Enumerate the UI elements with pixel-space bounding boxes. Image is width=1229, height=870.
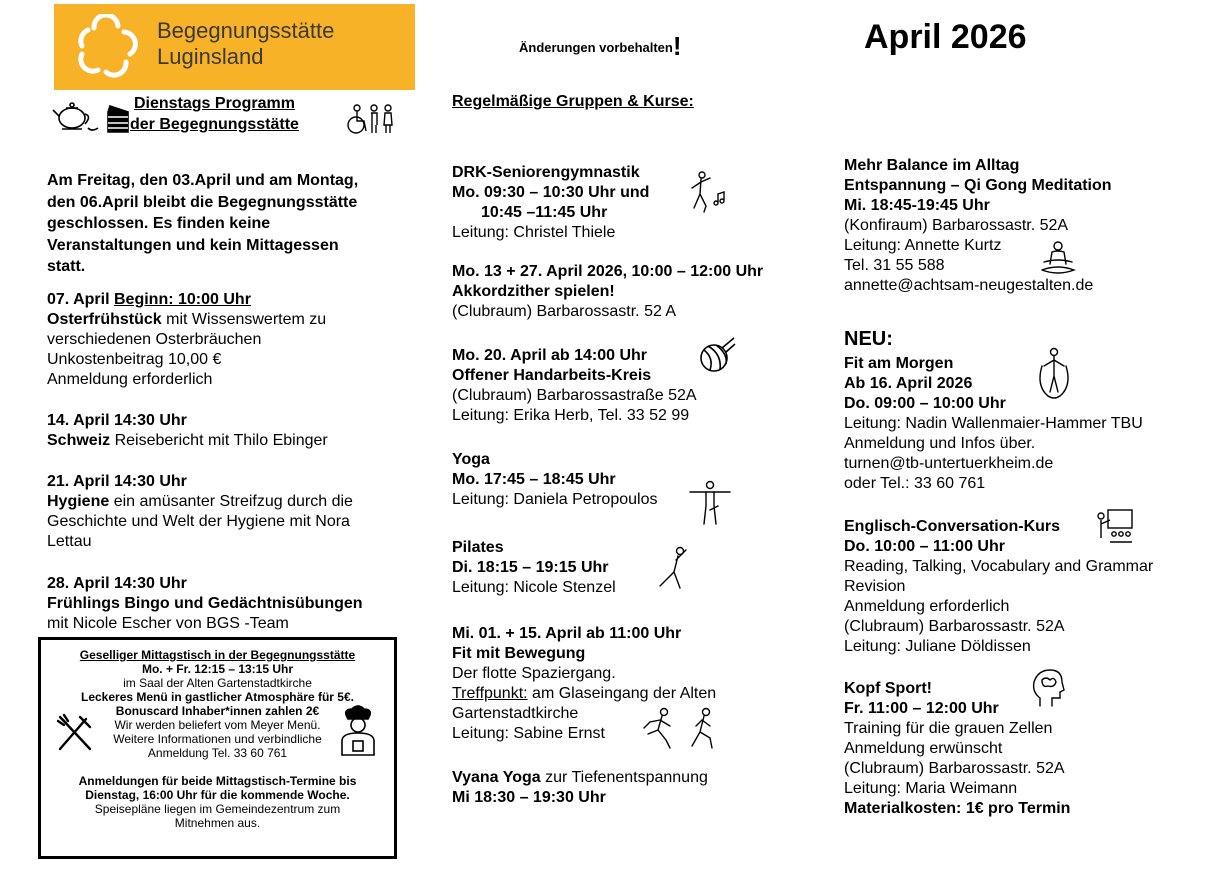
course-leader: Leitung: Nicole Stenzel — [452, 579, 616, 596]
event-desc: Reisebericht mit Thilo Ebinger — [110, 432, 328, 449]
event-title: Schweiz — [47, 432, 111, 449]
course-time: Mo. 20. April ab 14:00 Uhr — [452, 347, 648, 364]
closure-line: Am Freitag, den 03.April und am Montag, — [47, 172, 359, 189]
course-place: (Clubraum) Barbarossastraße 52A — [452, 387, 697, 404]
course-title: Mehr Balance im Alltag — [844, 157, 1020, 174]
event-desc: mit Nicole Escher von BGS -Team — [47, 615, 289, 632]
teapot-cake-icon — [52, 98, 130, 136]
course-title: Kopf Sport! — [844, 680, 932, 697]
course-title: DRK-Seniorengymnastik — [452, 164, 640, 181]
event-date: 21. April 14:30 Uhr — [47, 473, 187, 490]
course-time: Do. 10:00 – 11:00 Uhr — [844, 538, 1005, 555]
course-leader: Leitung: Annette Kurtz — [844, 237, 1002, 254]
course-start: Ab 16. April 2026 — [844, 375, 973, 392]
logo-line-1: Begegnungsstätte — [157, 18, 335, 43]
course-email[interactable]: annette@achtsam-neugestalten.de — [844, 277, 1094, 294]
course-place: (Clubraum) Barbarossastr. 52A — [844, 618, 1065, 635]
course-phone: Tel. 31 55 588 — [844, 257, 945, 274]
lunch-info: Weitere Informationen und verbindliche — [113, 732, 322, 746]
left-heading — [130, 93, 299, 135]
event-date: 14. April 14:30 Uhr — [47, 412, 187, 429]
course-leader: Leitung: Nadin Wallenmaier-Hammer TBU — [844, 415, 1143, 432]
event-hygiene — [47, 472, 427, 552]
lunch-menu: Leckeres Menü in gastlicher Atmosphäre für 5€. — [81, 690, 354, 704]
runners-icon — [640, 706, 722, 750]
changes-note — [519, 31, 682, 62]
event-bingo — [47, 574, 427, 634]
logo-text — [157, 18, 334, 70]
course-desc: Training für die grauen Zellen — [844, 720, 1053, 737]
course-time: Di. 18:15 – 19:15 Uhr — [452, 559, 609, 576]
changes-note-mark: ! — [672, 31, 682, 61]
event-date: 07. April — [47, 291, 110, 308]
event-schweiz — [47, 411, 427, 451]
event-title: Hygiene — [47, 493, 110, 510]
course-title: Yoga — [452, 451, 490, 468]
course-yoga — [452, 450, 832, 510]
event-date: 28. April 14:30 Uhr — [47, 575, 187, 592]
course-phone: oder Tel.: 33 60 761 — [844, 475, 986, 492]
new-label: NEU: — [844, 328, 893, 350]
course-leader: Leitung: Erika Herb, Tel. 33 52 99 — [452, 407, 690, 424]
seniors-wheelchair-icon — [344, 103, 396, 135]
course-time: Mi. 01. + 15. April ab 11:00 Uhr — [452, 625, 682, 642]
changes-note-text: Änderungen vorbehalten — [519, 40, 673, 55]
chef-icon — [338, 705, 378, 757]
event-osterfruehstueck — [47, 290, 427, 390]
course-time: 10:45 –11:45 Uhr — [481, 204, 608, 221]
jump-rope-icon — [1032, 346, 1076, 400]
flower-logo-icon — [72, 14, 142, 80]
lunch-time: Mo. + Fr. 12:15 – 13:15 Uhr — [141, 662, 294, 676]
event-desc: ein amüsanter Streifzug durch die — [109, 493, 353, 510]
course-leader: Leitung: Maria Weimann — [844, 780, 1018, 797]
course-time: Do. 09:00 – 10:00 Uhr — [844, 395, 1006, 412]
course-time: Mi. 18:45-19:45 Uhr — [844, 197, 990, 214]
closure-notice — [47, 170, 427, 278]
event-cost: Unkostenbeitrag 10,00 € — [47, 351, 222, 368]
course-info: Anmeldung und Infos über. — [844, 435, 1036, 452]
course-desc: Reading, Talking, Vocabulary and Grammar — [844, 558, 1154, 575]
course-subtitle: Entspannung – Qi Gong Meditation — [844, 177, 1112, 194]
yoga-pose-icon — [688, 480, 732, 526]
lunch-box — [38, 637, 397, 859]
course-place: (Clubraum) Barbarossastr. 52A — [844, 760, 1065, 777]
lunch-tel: Anmeldung Tel. 33 60 761 — [147, 746, 288, 760]
lunch-supplier: Wir werden beliefert vom Meyer Menü. — [114, 718, 321, 732]
course-place: (Konfiraum) Barbarossastr. 52A — [844, 217, 1069, 234]
course-desc: zur Tiefenentspannung — [540, 769, 708, 786]
course-walk — [452, 624, 782, 744]
month-title: April 2026 — [864, 18, 1027, 56]
event-title: Frühlings Bingo und Gedächtnisübungen — [47, 595, 363, 612]
lunch-registration: Dienstag, 16:00 Uhr für die kommende Woche. — [85, 788, 350, 802]
course-time: Mo. 17:45 – 18:45 Uhr — [452, 471, 616, 488]
closure-line: Veranstaltungen und kein Mittagessen — [47, 236, 339, 254]
event-desc: mit Wissenswertem zu — [161, 311, 327, 328]
course-time: Mo. 09:30 – 10:30 Uhr und — [452, 184, 650, 201]
course-leader: Leitung: Juliane Döldissen — [844, 638, 1031, 655]
lunch-title: Geselliger Mittagstisch in der Begegnungsstätte — [79, 648, 356, 662]
course-title: Akkordzither spielen! — [452, 283, 615, 300]
yarn-ball-icon — [696, 336, 736, 376]
event-title: Osterfrühstück — [47, 311, 162, 328]
course-title: Offener Handarbeits-Kreis — [452, 367, 652, 384]
lunch-plans: Speisepläne liegen im Gemeindezentrum zum — [94, 802, 341, 816]
course-title: Vyana Yoga — [452, 769, 541, 786]
event-desc: Geschichte und Welt der Hygiene mit Nora — [47, 513, 350, 530]
course-leader: Leitung: Daniela Petropoulos — [452, 491, 658, 508]
event-desc: Lettau — [47, 533, 92, 550]
course-title: Englisch-Conversation-Kurs — [844, 518, 1061, 535]
lunch-place: im Saal der Alten Gartenstadtkirche — [123, 676, 312, 690]
lunch-registration: Anmeldungen für beide Mittagstisch-Termine bis — [78, 774, 357, 788]
course-desc: Der flotte Spaziergang. — [452, 665, 616, 682]
cutlery-icon — [56, 713, 94, 753]
course-leader: Leitung: Christel Thiele — [452, 224, 616, 241]
left-heading-line-2: der Begegnungsstätte — [130, 116, 299, 133]
lunch-plans: Mitnehmen aus. — [174, 816, 261, 830]
course-desc: Revision — [844, 578, 906, 595]
logo-line-2: Luginsland — [157, 44, 264, 69]
closure-line: den 06.April bleibt die Begegnungsstätte — [47, 193, 358, 211]
course-leader: Leitung: Sabine Ernst — [452, 725, 605, 742]
course-english — [844, 517, 1224, 657]
course-time: Fr. 11:00 – 12:00 Uhr — [844, 700, 999, 717]
course-meeting-place: am Glaseingang der Alten — [527, 685, 717, 702]
course-zither — [452, 262, 852, 322]
dancing-person-icon — [688, 170, 730, 216]
event-begin: Beginn: 10:00 Uhr — [114, 291, 251, 308]
course-vyana — [452, 768, 832, 808]
lunch-bonus: Bonuscard Inhaber*innen zahlen 2€ — [115, 704, 320, 718]
meditation-icon — [1040, 240, 1076, 276]
event-registration: Anmeldung erforderlich — [47, 371, 213, 388]
course-meeting-place: Gartenstadtkirche — [452, 705, 579, 722]
course-place: (Clubraum) Barbarossastr. 52 A — [452, 303, 677, 320]
course-title: Fit mit Bewegung — [452, 645, 586, 662]
event-desc: verschiedenen Osterbräuchen — [47, 331, 262, 348]
closure-line: statt. — [47, 258, 86, 275]
left-heading-line-1: Dienstags Programm — [133, 95, 295, 112]
course-registration: Anmeldung erforderlich — [844, 598, 1010, 615]
course-drk — [452, 163, 832, 243]
course-title: Pilates — [452, 539, 504, 556]
course-meeting-label: Treffpunkt: — [452, 685, 528, 702]
course-cost: Materialkosten: 1€ pro Termin — [844, 800, 1071, 817]
closure-line: geschlossen. Es finden keine — [47, 215, 271, 232]
classroom-icon — [1094, 508, 1136, 546]
course-time: Mo. 13 + 27. April 2026, 10:00 – 12:00 Uhr — [452, 263, 764, 280]
course-handarbeit — [452, 346, 832, 426]
brain-head-icon — [1030, 668, 1066, 708]
course-registration: Anmeldung erwünscht — [844, 740, 1003, 757]
course-email[interactable]: turnen@tb-untertuerkheim.de — [844, 455, 1054, 472]
pilates-pose-icon — [656, 546, 690, 590]
course-pilates — [452, 538, 832, 598]
course-title: Fit am Morgen — [844, 355, 954, 372]
middle-heading: Regelmäßige Gruppen & Kurse: — [452, 93, 694, 110]
course-time: Mi 18:30 – 19:30 Uhr — [452, 789, 606, 806]
course-balance — [844, 156, 1224, 296]
